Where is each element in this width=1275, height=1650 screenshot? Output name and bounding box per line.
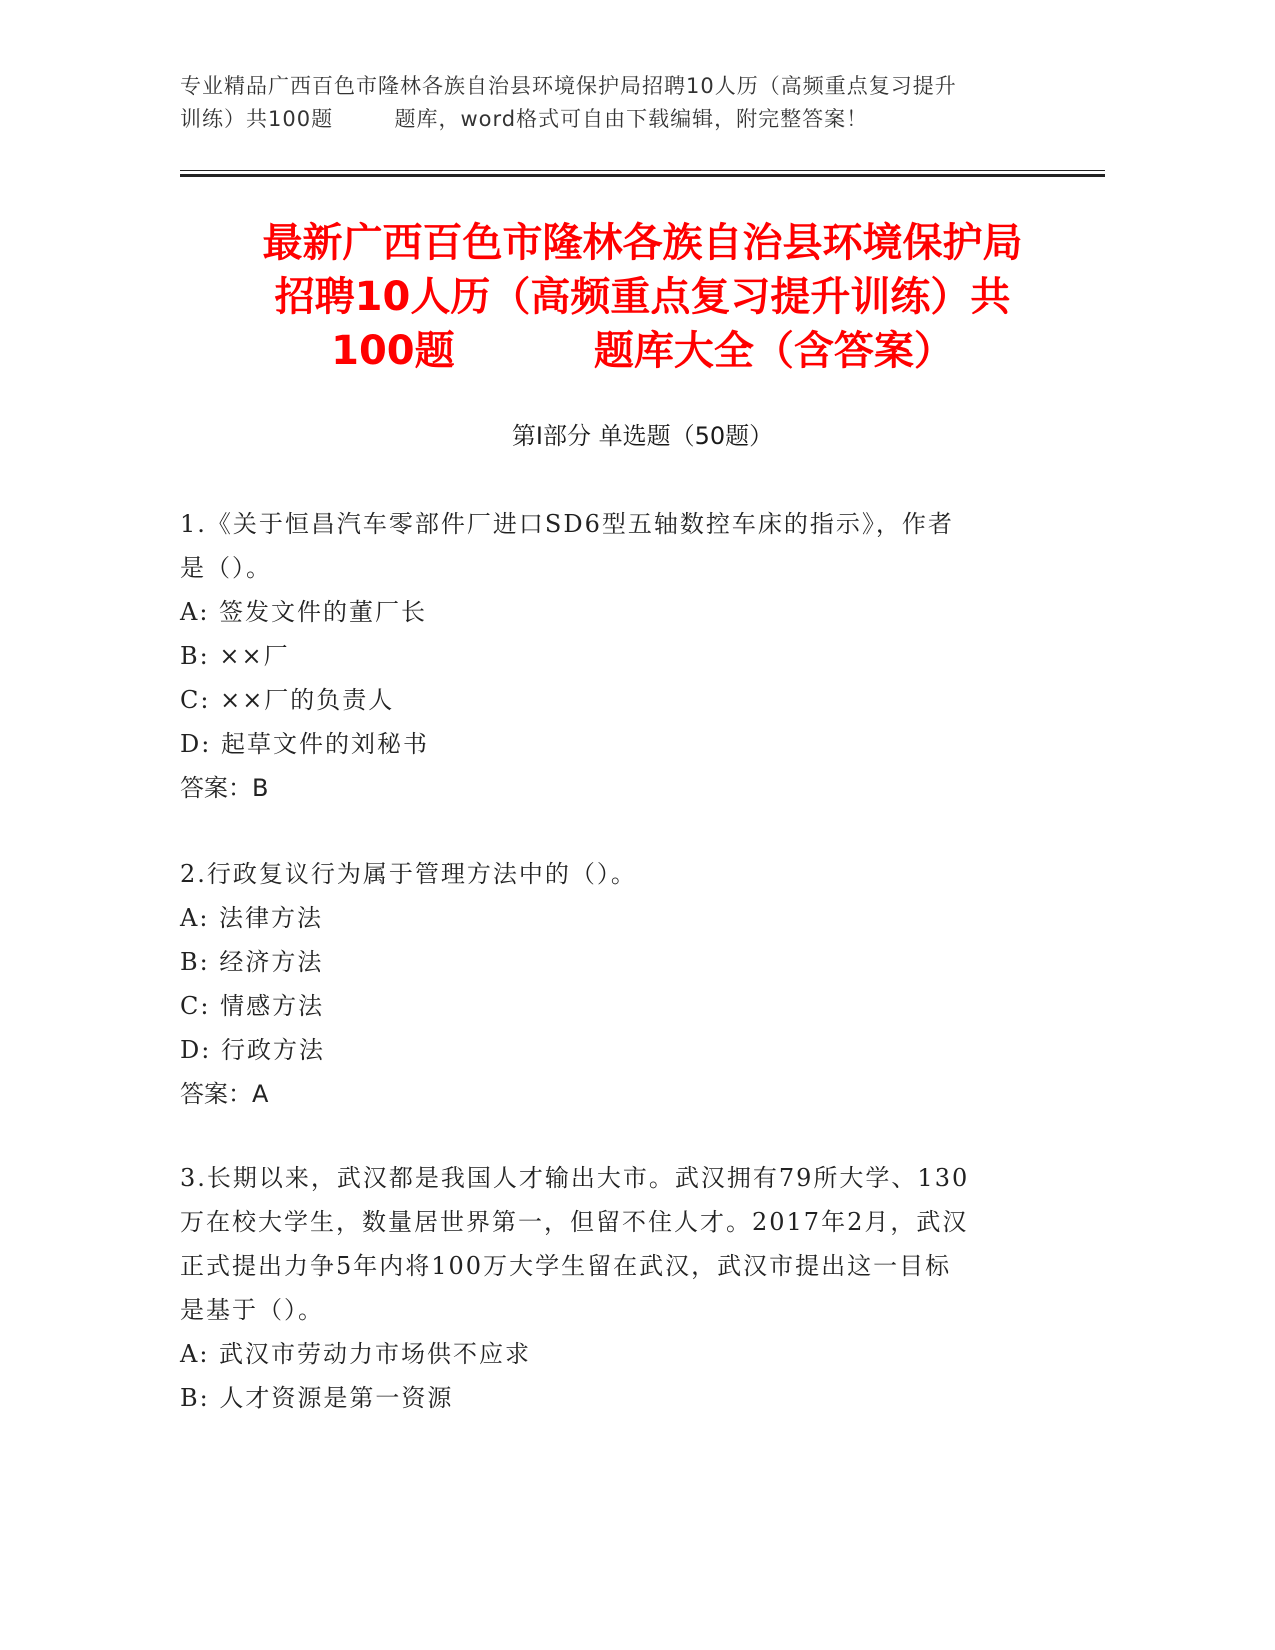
option-a: A: 签发文件的董厂长 [180,598,428,626]
question-3 [180,1156,1040,1420]
option-c: C: 情感方法 [180,992,325,1020]
title-line-1: 最新广西百色市隆林各族自治县环境保护局 [262,220,1023,266]
question-stem-line: 正式提出力争5年内将100万大学生留在武汉，武汉市提出这一目标 [180,1252,952,1280]
document-title [180,216,1105,378]
question-stem-line: 2.行政复议行为属于管理方法中的（）。 [180,860,637,888]
option-a: A: 法律方法 [180,904,324,932]
title-line-3: 100题 题库大全（含答案） [331,328,954,374]
question-1 [180,502,1040,810]
option-b: B: 人才资源是第一资源 [180,1384,454,1412]
option-c: C: ××厂的负责人 [180,686,395,714]
header-note-line-1: 专业精品广西百色市隆林各族自治县环境保护局招聘10人历（高频重点复习提升 [180,74,957,98]
question-stem-line: 万在校大学生，数量居世界第一，但留不住人才。2017年2月，武汉 [180,1208,969,1236]
header-rule-thin [180,170,1105,171]
option-d: D: 起草文件的刘秘书 [180,730,429,758]
header-note [180,70,1100,136]
question-2 [180,852,1040,1116]
question-stem-line: 3.长期以来，武汉都是我国人才输出大市。武汉拥有79所大学、130 [180,1164,970,1192]
header-rule-thick [180,174,1105,177]
answer: 答案：B [180,774,269,802]
section-heading: 第Ⅰ部分 单选题（50题） [511,422,774,450]
title-line-2: 招聘10人历（高频重点复习提升训练）共 [274,274,1011,320]
question-stem-line: 是基于（）。 [180,1296,324,1324]
option-a: A: 武汉市劳动力市场供不应求 [180,1340,532,1368]
option-b: B: ××厂 [180,642,290,670]
question-stem-line: 是（）。 [180,554,272,582]
question-stem-line: 1.《关于恒昌汽车零部件厂进口SD6型五轴数控车床的指示》，作者 [180,510,954,538]
option-b: B: 经济方法 [180,948,324,976]
header-note-line-2: 训练）共100题 题库，word格式可自由下载编辑，附完整答案！ [180,107,869,131]
option-d: D: 行政方法 [180,1036,325,1064]
answer: 答案：A [180,1080,269,1108]
